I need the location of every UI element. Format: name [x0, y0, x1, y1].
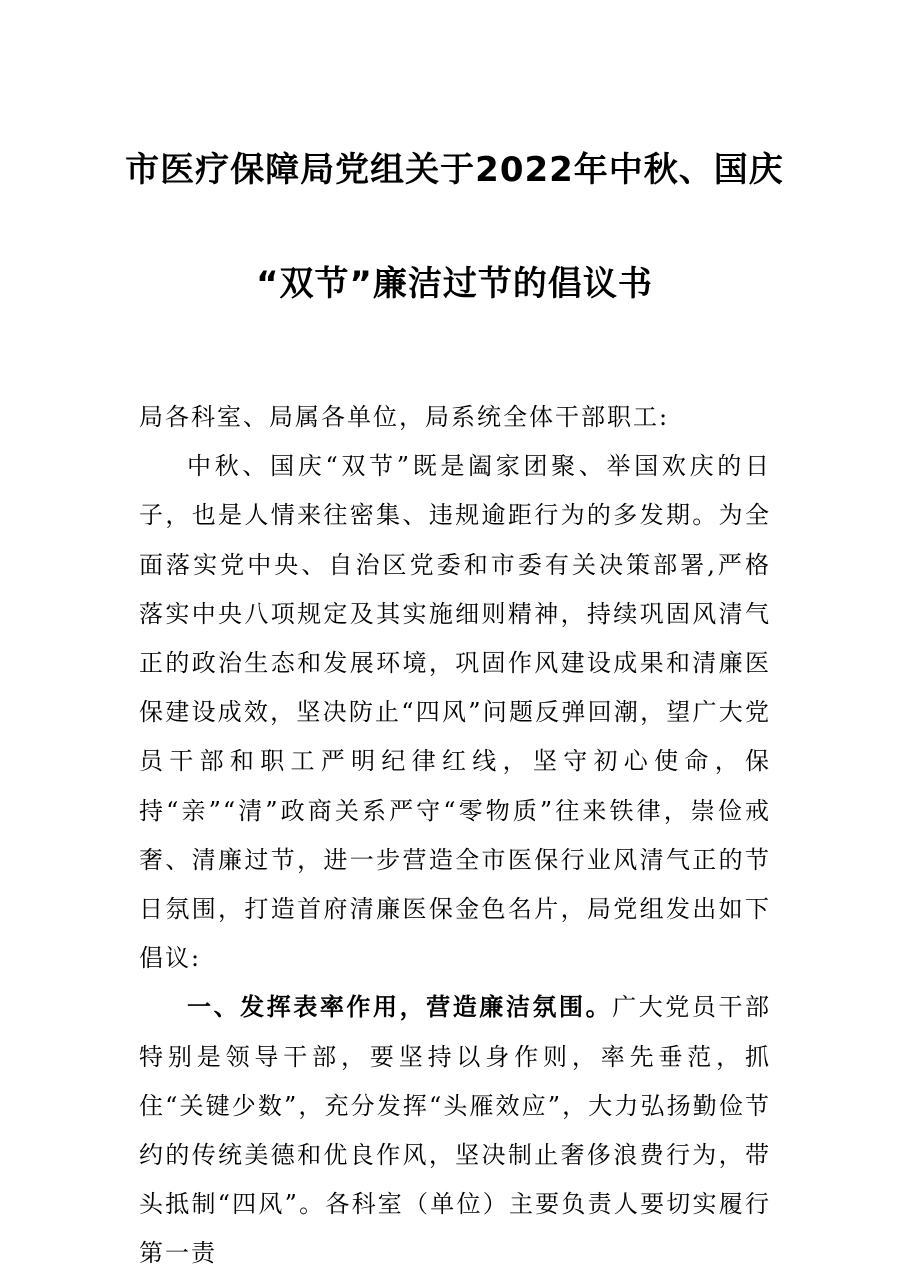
- paragraph-intro: 中秋、国庆“双节”既是阖家团聚、举国欢庆的日子，也是人情来往密集、违规逾距行为的多发期。为全面落实党中央、自治区党委和市委有关决策部署,严格落实中央八项规定及其实施细则精神，持续巩固风清气正的政治生态和发展环境，巩固作风建设成果和清廉医保建设成效，坚决防止“四风”问题反弹回潮，望广大党员干部和职工严明纪律红线，坚守初心使命，保持“亲”“清”政商关系严守“零物质”往来铁律，崇俭戒奢、清廉过节，进一步营造全市医保行业风清气正的节日氛围，打造首府清廉医保金色名片，局党组发出如下倡议:: [139, 452, 771, 973]
- section-1-heading: 一、发挥表率作用，营造廉洁氛围。: [187, 993, 613, 1022]
- salutation: 局各科室、局属各单位，局系统全体干部职工:: [139, 403, 670, 431]
- document-body: [139, 393, 771, 1279]
- document-title-line-1: 市医疗保障局党组关于2022年中秋、国庆: [125, 150, 784, 190]
- section-1-text: 广大党员干部特别是领导干部，要坚持以身作则，率先垂范，抓住“关键少数”，充分发挥“头雁效应”，大力弘扬勤俭节约的传统美德和优良作风，坚决制止奢侈浪费行为，带头抵制“四风”。各科室（单位）主要负责人要切实履行第一责: [139, 993, 772, 1268]
- document-title-line-2: “双节”廉洁过节的倡议书: [256, 264, 653, 304]
- paragraph-section-1: [139, 983, 771, 1278]
